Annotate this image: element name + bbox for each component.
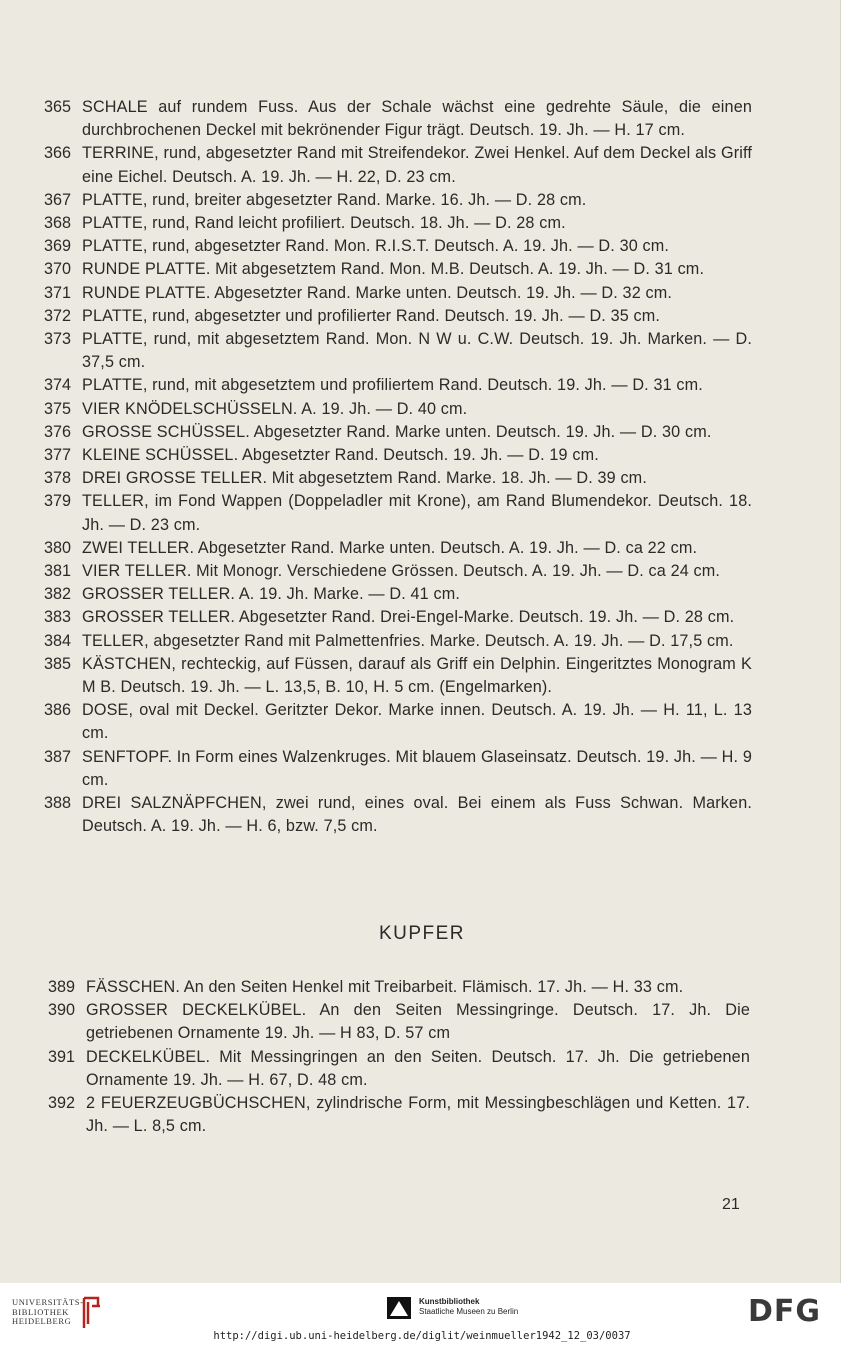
entry-text: TELLER, abgesetzter Rand mit Palmettenfries. Marke. Deutsch. A. 19. Jh. — D. 17,5 cm. xyxy=(82,631,734,650)
entry-number: 381 xyxy=(44,562,72,581)
entry-text: GROSSE SCHÜSSEL. Abgesetzter Rand. Marke unten. Deutsch. 19. Jh. — D. 30 cm. xyxy=(82,422,712,441)
entry-text: TERRINE, rund, abgesetzter Rand mit Streifendekor. Zwei Henkel. Auf dem Deckel als Griff eine Eichel. Deutsch. A. 19. Jh. — H. 22, D. 23 cm. xyxy=(82,144,752,186)
catalog-entry xyxy=(44,258,752,281)
kunstbibliothek-mark-icon xyxy=(386,1296,412,1320)
entry-text: DREI SALZNÄPFCHEN, zwei rund, eines oval. Bei einem als Fuss Schwan. Marken. Deutsch. A. 19. Jh. — H. 6, bzw. 7,5 cm. xyxy=(82,794,752,836)
catalog-entry xyxy=(44,142,752,188)
catalog-entry xyxy=(44,537,752,560)
catalog-entry xyxy=(48,1092,750,1138)
catalog-entry xyxy=(44,606,752,629)
entry-number: 372 xyxy=(44,306,72,325)
entry-number: 389 xyxy=(48,978,76,996)
entry-number: 373 xyxy=(44,330,72,349)
entry-text: 2 FEUERZEUGBÜCHSCHEN, zylindrische Form, mit Messingbeschlägen und Ketten. 17. Jh. — L. 8,5 cm. xyxy=(86,1094,750,1136)
entry-number: 375 xyxy=(44,399,72,418)
kunstbibliothek-logo[interactable] xyxy=(386,1294,536,1324)
entry-number: 391 xyxy=(48,1047,76,1066)
catalog-entry xyxy=(44,792,752,838)
entry-text: DREI GROSSE TELLER. Mit abgesetztem Rand. Marke. 18. Jh. — D. 39 cm. xyxy=(82,469,647,488)
catalog-entry xyxy=(44,282,752,305)
catalog-entry xyxy=(48,999,750,1045)
catalog-entry xyxy=(44,96,752,142)
entry-number: 387 xyxy=(44,747,72,766)
entry-number: 370 xyxy=(44,260,72,279)
entry-text: RUNDE PLATTE. Mit abgesetztem Rand. Mon. M.B. Deutsch. A. 19. Jh. — D. 31 cm. xyxy=(82,260,705,279)
university-library-logo[interactable] xyxy=(12,1296,112,1330)
entry-text: VIER KNÖDELSCHÜSSELN. A. 19. Jh. — D. 40 cm. xyxy=(82,399,468,418)
catalog-entries xyxy=(44,96,752,839)
entry-number: 369 xyxy=(44,237,72,256)
entry-number: 384 xyxy=(44,631,72,650)
entry-text: SENFTOPF. In Form eines Walzenkruges. Mit blauem Glaseinsatz. Deutsch. 19. Jh. — H. 9 cm. xyxy=(82,747,752,789)
heidelberg-mark-icon xyxy=(78,1296,102,1330)
entry-text: PLATTE, rund, mit abgesetztem und profiliertem Rand. Deutsch. 19. Jh. — D. 31 cm. xyxy=(82,376,703,395)
entry-number: 392 xyxy=(48,1094,76,1113)
catalog-entry xyxy=(44,467,752,490)
entry-text: DECKELKÜBEL. Mit Messingringen an den Seiten. Deutsch. 17. Jh. Die getriebenen Ornamente 19. Jh. — H. 67, D. 48 cm. xyxy=(86,1047,750,1089)
entry-text: KÄSTCHEN, rechteckig, auf Füssen, darauf als Griff ein Delphin. Eingeritztes Monogram K M B. Deutsch. 19. Jh. — L. 13,5, B. 10, H. 5 cm. (Engelmarken). xyxy=(82,654,752,697)
catalog-entry xyxy=(44,630,752,653)
entry-number: 367 xyxy=(44,190,72,209)
entry-number: 380 xyxy=(44,538,72,557)
entry-number: 386 xyxy=(44,701,72,720)
entry-text: TELLER, im Fond Wappen (Doppeladler mit Krone), am Rand Blumendekor. Deutsch. 18. Jh. — D. 23 cm. xyxy=(82,492,752,534)
entry-text: GROSSER TELLER. Abgesetzter Rand. Drei-Engel-Marke. Deutsch. 19. Jh. — D. 28 cm. xyxy=(82,608,735,627)
section-title: KUPFER xyxy=(378,923,466,944)
entry-number: 388 xyxy=(44,794,72,813)
catalog-entry xyxy=(44,653,752,699)
catalog-entries-kupfer xyxy=(48,976,750,1138)
dfg-logo[interactable]: DFG xyxy=(748,1294,822,1329)
entry-number: 382 xyxy=(44,585,72,604)
entry-text: GROSSER TELLER. A. 19. Jh. Marke. — D. 41 cm. xyxy=(82,585,460,604)
university-library-name: UNIVERSITÄTS- BIBLIOTHEK HEIDELBERG xyxy=(12,1297,84,1326)
catalog-entry xyxy=(48,976,750,999)
entry-text: PLATTE, rund, abgesetzter und profilierter Rand. Deutsch. 19. Jh. — D. 35 cm. xyxy=(82,306,661,325)
catalog-entry xyxy=(44,560,752,583)
catalog-entry xyxy=(44,305,752,328)
kunstbibliothek-name: Kunstbibliothek Staatliche Museen zu Berlin xyxy=(419,1297,519,1316)
entry-text: PLATTE, rund, abgesetzter Rand. Mon. R.I.S.T. Deutsch. A. 19. Jh. — D. 30 cm. xyxy=(82,237,670,256)
entry-text: DOSE, oval mit Deckel. Geritzter Dekor. Marke innen. Deutsch. A. 19. Jh. — H. 11, L. 13 cm. xyxy=(82,701,752,743)
catalog-entry xyxy=(44,746,752,792)
entry-text: ZWEI TELLER. Abgesetzter Rand. Marke unten. Deutsch. A. 19. Jh. — D. ca 22 cm. xyxy=(82,538,698,557)
entry-number: 383 xyxy=(44,608,72,627)
catalog-entry xyxy=(44,374,752,397)
catalog-entry xyxy=(44,421,752,444)
permalink-url[interactable]: http://digi.ub.uni-heidelberg.de/diglit/weinmueller1942_12_03/0037 xyxy=(213,1330,631,1342)
entry-number: 371 xyxy=(44,283,72,302)
entry-text: FÄSSCHEN. An den Seiten Henkel mit Treibarbeit. Flämisch. 17. Jh. — H. 33 cm. xyxy=(86,978,684,996)
entry-number: 368 xyxy=(44,214,72,233)
entry-number: 390 xyxy=(48,1001,76,1020)
catalog-entry xyxy=(44,444,752,467)
catalog-entry xyxy=(48,1046,750,1092)
entry-number: 378 xyxy=(44,469,72,488)
entry-number: 374 xyxy=(44,376,72,395)
catalog-entry xyxy=(44,235,752,258)
catalog-entry xyxy=(44,490,752,536)
entry-text: GROSSER DECKELKÜBEL. An den Seiten Messingringe. Deutsch. 17. Jh. Die getriebenen Ornamente 19. Jh. — H 83, D. 57 cm xyxy=(86,1001,750,1043)
entry-text: VIER TELLER. Mit Monogr. Verschiedene Grössen. Deutsch. A. 19. Jh. — D. ca 24 cm. xyxy=(82,562,721,581)
entry-text: KLEINE SCHÜSSEL. Abgesetzter Rand. Deutsch. 19. Jh. — D. 19 cm. xyxy=(82,446,599,465)
catalog-entry xyxy=(44,189,752,212)
entry-text: SCHALE auf rundem Fuss. Aus der Schale wächst eine gedrehte Säule, die einen durchbrochenen Deckel mit bekrönender Figur trägt. Deutsch. 19. Jh. — H. 17 cm. xyxy=(82,98,752,140)
entry-text: PLATTE, rund, mit abgesetztem Rand. Mon. N W u. C.W. Deutsch. 19. Jh. Marken. — D. 37,5 cm. xyxy=(82,330,752,372)
entry-number: 379 xyxy=(44,492,72,511)
entry-number: 377 xyxy=(44,446,72,465)
catalog-entry xyxy=(44,212,752,235)
entry-text: PLATTE, rund, breiter abgesetzter Rand. Marke. 16. Jh. — D. 28 cm. xyxy=(82,190,587,209)
catalog-entry xyxy=(44,328,752,374)
entry-number: 385 xyxy=(44,654,72,673)
entry-number: 376 xyxy=(44,422,72,441)
entry-number: 365 xyxy=(44,98,72,116)
viewer-footer xyxy=(0,1284,844,1345)
catalog-entry xyxy=(44,398,752,421)
catalog-entry xyxy=(44,583,752,606)
entry-text: PLATTE, rund, Rand leicht profiliert. Deutsch. 18. Jh. — D. 28 cm. xyxy=(82,214,566,233)
entry-number: 366 xyxy=(44,144,72,163)
page-number: 21 xyxy=(722,1196,740,1213)
catalog-entry xyxy=(44,699,752,745)
entry-text: RUNDE PLATTE. Abgesetzter Rand. Marke unten. Deutsch. 19. Jh. — D. 32 cm. xyxy=(82,283,673,302)
